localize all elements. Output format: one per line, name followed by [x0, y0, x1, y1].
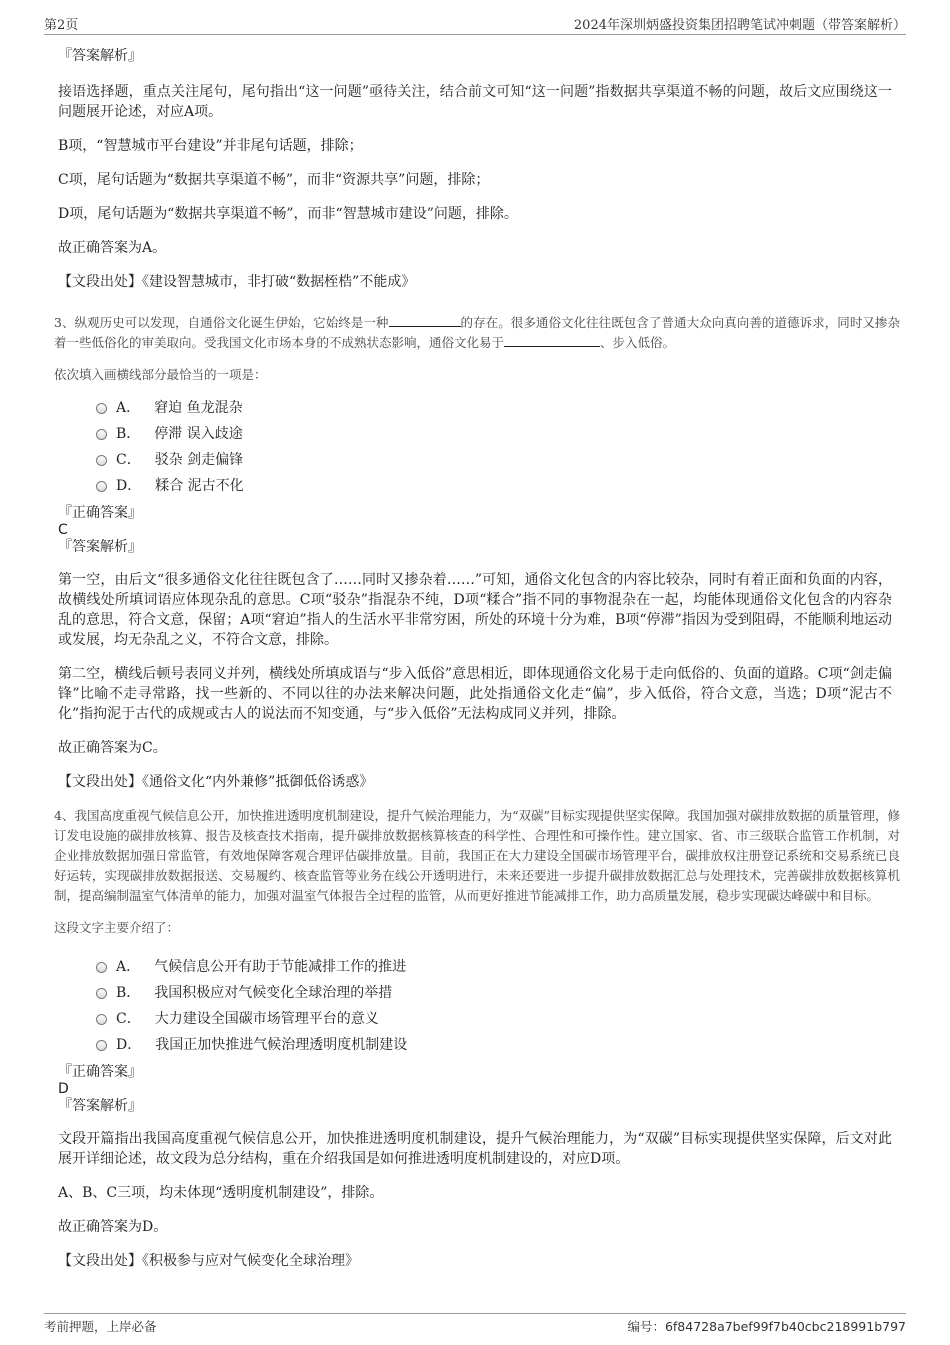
option-text: 我国正加快推进气候治理透明度机制建设	[155, 1037, 408, 1053]
question-4-prompt: 这段文字主要介绍了：	[54, 920, 180, 935]
page-number: 第2页	[44, 18, 79, 33]
analysis-paragraph: 第二空，横线后顿号表同义并列，横线处所填成语与“步入低俗”意思相近，即体现通俗文化易于走向低俗的、负面的道路。C项“剑走偏锋”比喻不走寻常路，找一些新的、不同以往的办法来解决问题，此处指通俗文化走“偏”，步入低俗，符合文意，当选；D项“泥古不化”指拘泥于古代的成规或古人的说法而不知变通，与“步入低俗”无法构成同义并列，排除。	[58, 666, 892, 722]
radio-icon[interactable]	[96, 429, 107, 440]
option-letter: D．	[116, 478, 142, 494]
analysis-paragraph: 接语选择题，重点关注尾句，尾句指出“这一问题”亟待关注，结合前文可知“这一问题”指数据共享渠道不畅的问题，故后文应围绕这一问题展开论述，对应A项。	[58, 84, 892, 120]
conclusion: 故正确答案为D。	[58, 1219, 168, 1235]
option-a[interactable]	[96, 395, 906, 421]
correct-answer: D	[58, 1081, 69, 1097]
page-header	[44, 12, 906, 35]
option-letter: B．	[116, 985, 141, 1001]
option-letter: C．	[116, 452, 141, 468]
option-d[interactable]	[96, 1032, 906, 1058]
option-letter: A．	[116, 400, 141, 416]
radio-icon[interactable]	[96, 1014, 107, 1025]
option-text: 气候信息公开有助于节能减排工作的推进	[154, 959, 407, 975]
option-text: 驳杂 剑走偏锋	[154, 452, 244, 468]
fill-blank-1	[389, 313, 461, 327]
option-d[interactable]	[96, 473, 906, 499]
fill-blank-2	[504, 333, 600, 347]
analysis-paragraph: A、B、C三项，均未体现“透明度机制建设”，排除。	[58, 1185, 384, 1201]
analysis-paragraph: B项，“智慧城市平台建设”并非尾句话题，排除；	[58, 138, 363, 154]
analysis-paragraph: D项，尾句话题为“数据共享渠道不畅”，而非“智慧城市建设”问题，排除。	[58, 206, 518, 222]
option-a[interactable]	[96, 954, 906, 980]
radio-icon[interactable]	[96, 481, 107, 492]
page-footer	[44, 1313, 906, 1336]
correct-answer-label: 『正确答案』	[58, 505, 142, 521]
option-letter: A．	[116, 959, 141, 975]
option-text: 我国积极应对气候变化全球治理的举措	[154, 985, 393, 1001]
document-serial: 编号：6f84728a7bef99f7b40cbc218991b797	[627, 1319, 906, 1334]
option-b[interactable]	[96, 421, 906, 447]
conclusion: 故正确答案为C。	[58, 740, 167, 756]
option-text: 糅合 泥古不化	[155, 478, 244, 494]
source-citation: 【文段出处】《通俗文化“内外兼修”抵御低俗诱惑》	[58, 774, 374, 790]
option-letter: D．	[116, 1037, 142, 1053]
radio-icon[interactable]	[96, 455, 107, 466]
option-c[interactable]	[96, 447, 906, 473]
source-citation: 【文段出处】《建设智慧城市，非打破“数据桎梏”不能成》	[58, 274, 416, 290]
source-citation: 【文段出处】《积极参与应对气候变化全球治理》	[58, 1253, 359, 1269]
page-content	[44, 40, 906, 1271]
conclusion: 故正确答案为A。	[58, 240, 167, 256]
radio-icon[interactable]	[96, 962, 107, 973]
document-title: 2024年深圳炳盛投资集团招聘笔试冲刺题（带答案解析）	[573, 18, 906, 33]
question-3-stem: 3、纵观历史可以发现，自通俗文化诞生伊始，它始终是一种 的存在。很多通俗文化往往既包含了普通大众向真向善的道德诉求，同时又掺杂着一些低俗化的审美取向。受我国文化市场本身的不成熟状态影响，通俗文化易于 、步入低俗。	[54, 315, 900, 350]
question-3-options	[44, 395, 906, 499]
option-letter: C．	[116, 1011, 141, 1027]
option-letter: B．	[116, 426, 141, 442]
analysis-label: 『答案解析』	[58, 48, 142, 64]
radio-icon[interactable]	[96, 403, 107, 414]
option-c[interactable]	[96, 1006, 906, 1032]
correct-answer-label: 『正确答案』	[58, 1064, 142, 1080]
question-4-stem: 4、我国高度重视气候信息公开，加快推进透明度机制建设，提升气候治理能力，为“双碳”目标实现提供坚实保障。我国加强对碳排放数据的质量管理，修订发电设施的碳排放核算、报告及核查技术指南，提升碳排放数据核算核查的科学性、合理性和可操作性。建立国家、省、市三级联合监管工作机制，对企业排放数据加强日常监管，有效地保障客观合理评估碳排放量。目前，我国正在大力建设全国碳市场管理平台，碳排放权注册登记系统和交易系统已良好运转，实现碳排放数据报送、交易履约、核查监管等业务在线公开透明进行，未来还要进一步提升碳排放数据汇总与处理技术，完善碳排放数据核算机制，提高编制温室气体清单的能力，加强对温室气体报告全过程的监管，从而更好推进节能减排工作，助力高质量发展，稳步实现碳达峰碳中和目标。	[54, 808, 900, 903]
analysis-label: 『答案解析』	[58, 1098, 142, 1114]
correct-answer: C	[58, 522, 68, 538]
analysis-label: 『答案解析』	[58, 539, 142, 555]
option-text: 大力建设全国碳市场管理平台的意义	[154, 1011, 379, 1027]
option-b[interactable]	[96, 980, 906, 1006]
radio-icon[interactable]	[96, 1040, 107, 1051]
question-4-options	[44, 954, 906, 1058]
footer-slogan: 考前押题，上岸必备	[44, 1319, 157, 1334]
analysis-paragraph: C项，尾句话题为“数据共享渠道不畅”，而非“资源共享”问题，排除；	[58, 172, 490, 188]
option-text: 窘迫 鱼龙混杂	[154, 400, 243, 416]
question-3-prompt: 依次填入画横线部分最恰当的一项是：	[54, 367, 267, 382]
option-text: 停滞 误入歧途	[154, 426, 243, 442]
radio-icon[interactable]	[96, 988, 107, 999]
analysis-paragraph: 第一空，由后文“很多通俗文化往往既包含了……同时又掺杂着……”可知，通俗文化包含的内容比较杂，同时有着正面和负面的内容，故横线处所填词语应体现杂乱的意思。C项“驳杂”指混杂不纯，D项“糅合”指不同的事物混杂在一起，均能体现通俗文化包含的内容杂乱的意思，符合文意，保留；A项“窘迫”指人的生活水平非常穷困，所处的环境十分为难，B项“停滞”指因为受到阻碍，不能顺利地运动或发展，均无杂乱之义，不符合文意，排除。	[58, 572, 892, 648]
analysis-paragraph: 文段开篇指出我国高度重视气候信息公开，加快推进透明度机制建设，提升气候治理能力，为“双碳”目标实现提供坚实保障，后文对此展开详细论述，故文段为总分结构，重在介绍我国是如何推进透明度机制建设的，对应D项。	[58, 1131, 892, 1167]
